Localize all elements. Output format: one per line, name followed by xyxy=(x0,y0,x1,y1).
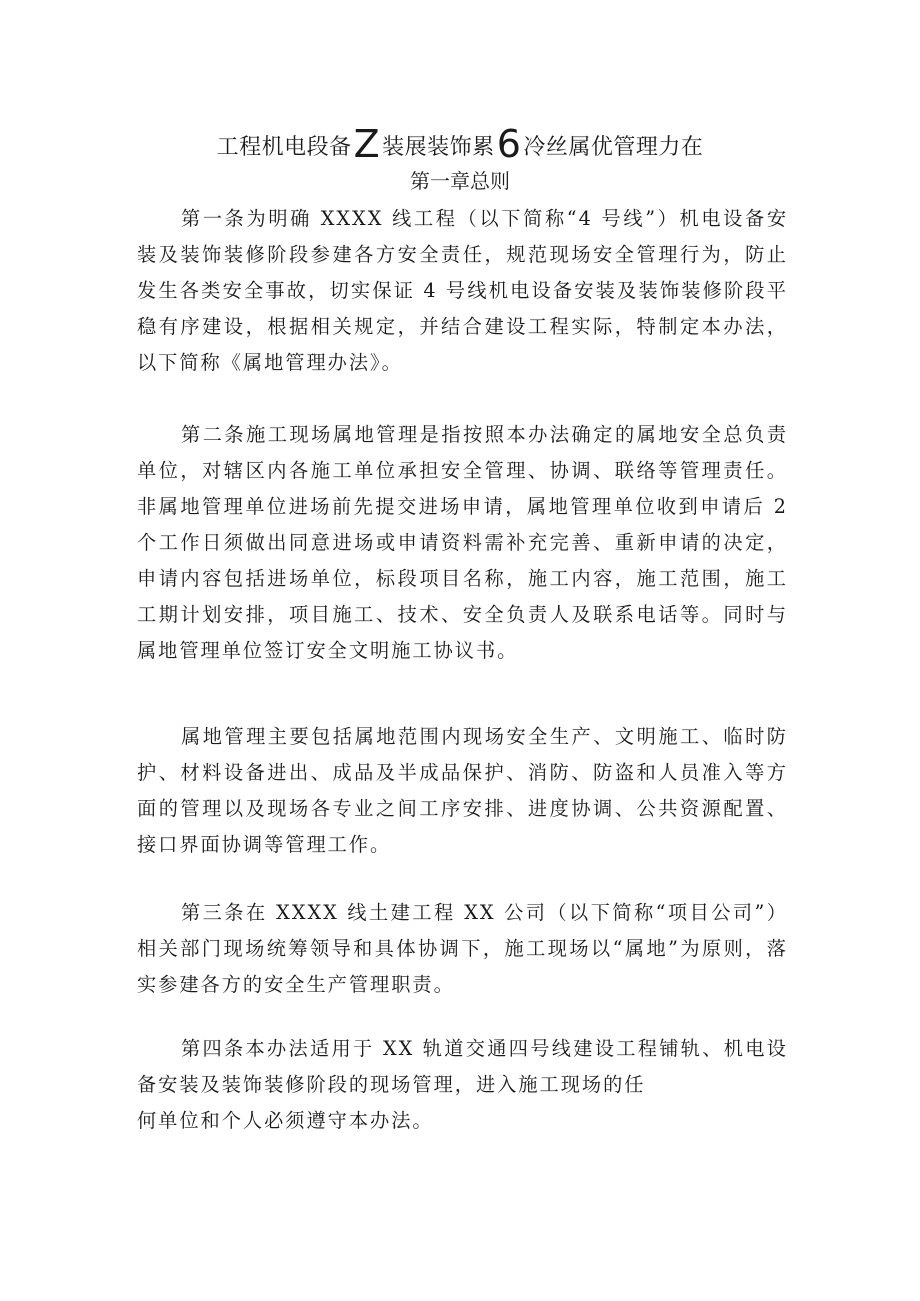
article-lead: 第一条 xyxy=(181,207,247,230)
title-large-glyph-2: 6 xyxy=(496,122,522,166)
article-text-tail: 何单位和个人必须遵守本办法。 xyxy=(137,1109,434,1132)
article-3-paragraph xyxy=(137,895,788,1003)
article-lead: 第四条 xyxy=(181,1037,246,1060)
article-text: 本办法适用于 XX 轨道交通四号线建设工程铺轨、机电设备安装及装饰装修阶段的现场管理，进入施工现场的任 xyxy=(137,1037,788,1096)
article-text: 第三条在 XXXX 线土建工程 XX 公司（以下简称“项目公司”）相关部门现场统筹领导和具体协调下，施工现场以“属地”为原则，落实参建各方的安全生产管理职责。 xyxy=(137,901,788,996)
title-part-3: 冷丝属优管理力在 xyxy=(523,135,704,160)
article-text: 属地管理主要包括属地范围内现场安全生产、文明施工、临时防护、材料设备进出、成品及半成品保护、消防、防盗和人员准入等方面的管理以及现场各专业之间工序安排、进度协调、公共资源配置、接口界面协调等管理工作。 xyxy=(137,725,788,856)
chapter-heading: 第一章总则 xyxy=(410,169,510,193)
scope-paragraph xyxy=(137,719,788,863)
title-part-1: 工程机电段备 xyxy=(216,135,352,160)
article-2-paragraph xyxy=(137,417,788,669)
document-title xyxy=(0,122,920,170)
article-lead: 第二条 xyxy=(181,423,247,446)
article-1-paragraph xyxy=(137,201,788,381)
article-text: 施工现场属地管理是指按照本办法确定的属地安全总负责单位，对辖区内各施工单位承担安全管理、协调、联络等管理责任。非属地管理单位进场前先提交进场申请，属地管理单位收到申请后 2 个工作日须做出同意进场或申请资料需补充完善、重新申请的决定，申请内容包括进场单位，标段项目名称，施工内容，施工范围，施工工期计划安排，项目施工、技术、安全负责人及联系电话等。同时与属地管理单位签订安全文明施工协议书。 xyxy=(137,423,789,662)
title-large-glyph-1: Z xyxy=(353,122,381,166)
article-4-paragraph xyxy=(137,1031,788,1139)
article-text: 为明确 XXXX 线工程（以下简称“4 号线”）机电设备安装及装饰装修阶段参建各方安全责任，规范现场安全管理行为，防止发生各类安全事故，切实保证 4 号线机电设备安装及装饰装修阶段平稳有序建设，根据相关规定，并结合建设工程实际，特制定本办法，以下简称《属地管理办法》。 xyxy=(137,207,789,374)
title-part-2: 装展装饰累 xyxy=(382,135,495,160)
